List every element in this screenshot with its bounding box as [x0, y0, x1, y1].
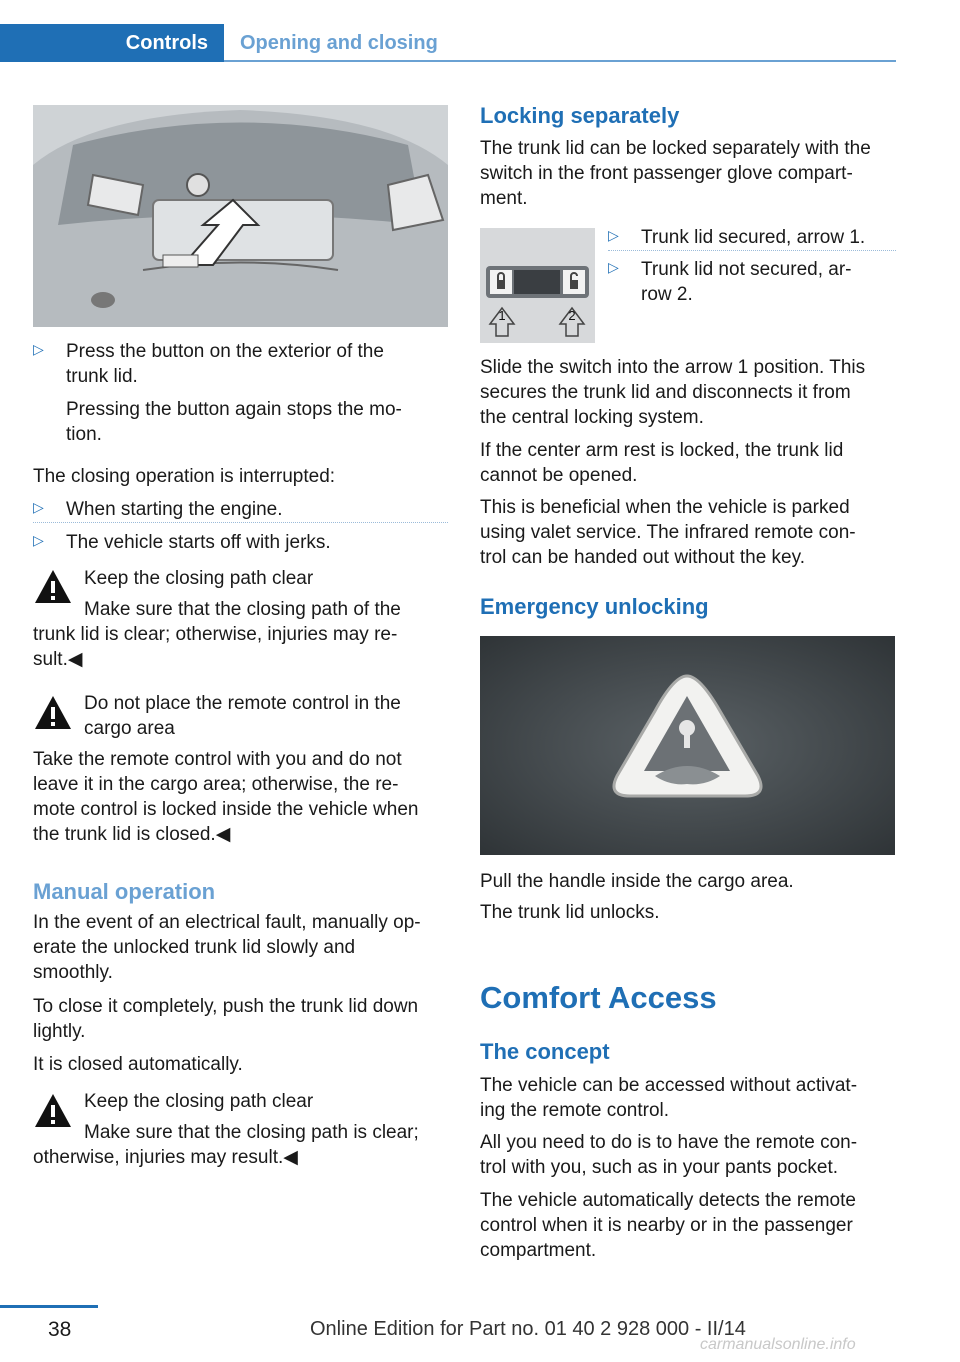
comfort-text: control when it is nearby or in the passenger	[480, 1215, 853, 1236]
triangle-bullet-icon: ▷	[608, 259, 619, 275]
interrupt-intro: The closing operation is interrupted:	[33, 466, 336, 487]
triangle-bullet-icon: ▷	[33, 499, 44, 515]
triangle-bullet-icon: ▷	[33, 341, 44, 357]
list-item	[33, 530, 331, 555]
warning-icon	[33, 568, 73, 606]
triangle-bullet-icon: ▷	[608, 227, 619, 243]
slide-text: using valet service. The infrared remote con-	[480, 522, 856, 543]
locking-separately-heading: Locking separately	[480, 103, 680, 128]
list-item-text: Trunk lid not secured, ar-	[641, 259, 852, 280]
triangle-bullet-icon: ▷	[33, 532, 44, 548]
list-item-text: When starting the engine.	[66, 499, 283, 520]
footer-rule	[0, 1305, 98, 1308]
comfort-access-title: Comfort Access	[480, 980, 717, 1015]
trunk-button-image	[33, 105, 448, 327]
comfort-text: compartment.	[480, 1240, 597, 1261]
concept-heading: The concept	[480, 1039, 610, 1064]
manual-text: It is closed automatically.	[33, 1054, 243, 1075]
warning-title: cargo area	[84, 718, 175, 739]
list-item-text: Trunk lid secured, arrow 1.	[641, 227, 866, 248]
slide-text: If the center arm rest is locked, the trunk lid	[480, 440, 844, 461]
emergency-unlocking-heading: Emergency unlocking	[480, 594, 709, 619]
warning-text: otherwise, injuries may result.◀	[33, 1147, 298, 1168]
slide-text: the central locking system.	[480, 407, 704, 428]
warning-icon	[33, 1092, 73, 1130]
switch-image	[480, 228, 595, 343]
warning-title: Keep the closing path clear	[84, 1091, 314, 1112]
slide-text: trol can be handed out without the key.	[480, 547, 805, 568]
manual-text: erate the unlocked trunk lid slowly and	[33, 937, 356, 958]
warning-title: Do not place the remote control in the	[84, 693, 401, 714]
comfort-text: trol with you, such as in your pants pocket.	[480, 1157, 839, 1178]
bullet-text: Press the button on the exterior of the trunk lid.	[66, 341, 384, 387]
warning-title: Keep the closing path clear	[84, 568, 314, 589]
chapter-label: Controls	[125, 31, 208, 54]
watermark: carmanualsonline.info	[700, 1336, 856, 1353]
header-rule	[224, 60, 896, 62]
chapter-tab[interactable]	[0, 24, 224, 62]
warning-text: sult.◀	[33, 649, 83, 670]
arrow-label-1: 1	[498, 308, 506, 323]
warning-text: Make sure that the closing path of the	[84, 599, 401, 620]
warning-text: trunk lid is clear; otherwise, injuries may re-	[33, 624, 398, 645]
edition-text: Online Edition for Part no. 01 40 2 928 000 - II/14	[310, 1318, 746, 1340]
button-bullet	[33, 339, 448, 447]
list-item	[33, 497, 283, 522]
warning-text: Make sure that the closing path is clear;	[84, 1122, 419, 1143]
page-number: 38	[48, 1318, 72, 1341]
manual-text: In the event of an electrical fault, manually op-	[33, 912, 421, 933]
list-item	[608, 257, 852, 307]
emergency-text: Pull the handle inside the cargo area.	[480, 871, 794, 892]
list-item-text: row 2.	[641, 284, 693, 305]
list-item-text: The vehicle starts off with jerks.	[66, 532, 331, 553]
comfort-text: The vehicle can be accessed without activat-	[480, 1075, 858, 1096]
slide-text: Slide the switch into the arrow 1 position. This	[480, 357, 866, 378]
comfort-text: All you need to do is to have the remote con-	[480, 1132, 858, 1153]
manual-text: lightly.	[33, 1021, 86, 1042]
list-item	[608, 225, 865, 250]
warning-text: the trunk lid is closed.◀	[33, 824, 231, 845]
arrow-label-2: 2	[568, 308, 576, 323]
warning-text: Take the remote control with you and do not	[33, 749, 402, 770]
bullet-subtext: Pressing the button again stops the mo-tion.	[66, 399, 402, 445]
warning-icon	[33, 694, 73, 732]
slide-text: This is beneficial when the vehicle is parked	[480, 497, 850, 518]
slide-text: cannot be opened.	[480, 465, 638, 486]
slide-text: secures the trunk lid and disconnects it from	[480, 382, 851, 403]
emergency-handle-image	[480, 636, 895, 855]
warning-text: leave it in the cargo area; otherwise, the re-	[33, 774, 399, 795]
divider	[33, 522, 448, 524]
comfort-text: ing the remote control.	[480, 1100, 670, 1121]
divider	[608, 250, 896, 251]
locking-text: The trunk lid can be locked separately with the	[480, 138, 871, 159]
manual-text: smoothly.	[33, 962, 113, 983]
manual-text: To close it completely, push the trunk lid down	[33, 996, 419, 1017]
locking-text: ment.	[480, 188, 528, 209]
locking-text: switch in the front passenger glove compart-	[480, 163, 853, 184]
section-tab[interactable]: Opening and closing	[240, 31, 438, 54]
warning-text: mote control is locked inside the vehicle when	[33, 799, 419, 820]
manual-operation-heading: Manual operation	[33, 879, 216, 904]
comfort-text: The vehicle automatically detects the remote	[480, 1190, 856, 1211]
emergency-text: The trunk lid unlocks.	[480, 902, 660, 923]
